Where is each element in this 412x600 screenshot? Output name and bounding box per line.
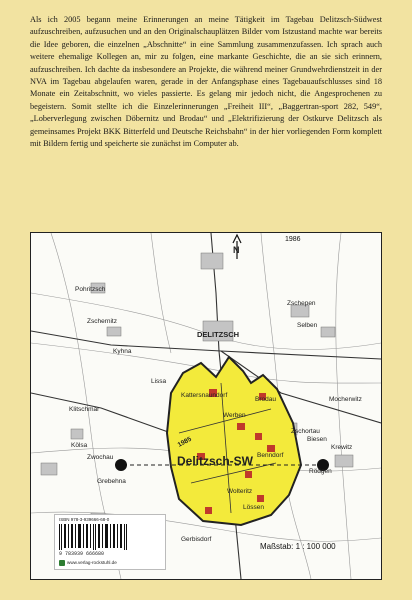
isbn-text: ISBN 978-3-939666-68-0 <box>59 517 110 522</box>
place-label: Kölsa <box>71 442 88 449</box>
place-label: Brodau <box>255 396 276 403</box>
publisher <box>59 560 117 566</box>
place-label: Zschernitz <box>87 318 117 325</box>
place-label: Grebehna <box>97 478 126 485</box>
marker-west <box>115 459 127 471</box>
barcode-icon <box>59 524 129 550</box>
place-label: Kattersnaundorf <box>181 392 228 399</box>
place-label: Kyhna <box>113 348 132 355</box>
place-label: Rödgen <box>309 468 332 475</box>
intro-paragraph: Als ich 2005 begann meine Erinnerungen an meine Tätigkeit im Tagebau Delitzsch-Südwest aufzuschreiben, aufzusuchen und an den Originalschauplätzen Bilder vom Istzustand machte war bereits die Idee geboren, die einzelnen „Abschnitte“ in eine Sammlung zusammenzufassen. Ich sprach auch weitere ehemalige Kollegen an, mir zu folgen, eine markante Geschichte, die an sie sich erinnern, aufzuschreiben. Ich dachte da insbesondere an Projekte, die während meiner Grundwehrdienstzeit in der NVA im Tagebau abgelaufen waren, gerade in der Anfangsphase eines Tagebauaufschlusses sind 18 Monate ein Zeitabschnitt, wo vieles passierte. Es gelang mir jedoch nicht, die Angesprochenen zu begeistern. Somit stellte ich die Einzelerinnerungen „Freiheit III“, „Baggertran-sport 282, 549“, „Loberverlegung zwischen Döbernitz und Brodau“ und „Elektrifizierung der Ostkurve Delitzsch als gemeinsames Projekt BKK Bitterfeld und Deutsche Reichsbahn“ in der hier vorliegenden Form komplett mit Bildern fertig und speicherte sie zunächst im Computer ab. <box>30 15 382 149</box>
north-marker: N <box>233 245 240 255</box>
place-label: Selben <box>297 322 318 329</box>
place-label: Zwochau <box>87 454 114 461</box>
place-label: Benndorf <box>257 452 284 459</box>
area-label: Delitzsch-SW <box>177 454 254 468</box>
place-label: Zschortau <box>291 428 320 435</box>
map-year: 1986 <box>285 236 301 243</box>
barcode-box <box>54 514 166 570</box>
place-label: Krewitz <box>331 444 353 451</box>
place-label: Pohritzsch <box>75 286 106 293</box>
place-label: Biesen <box>307 436 327 443</box>
publisher-logo-icon <box>59 560 65 566</box>
cover-text <box>30 14 382 150</box>
place-label: Zschepen <box>287 300 316 307</box>
place-label: Werben <box>223 412 246 419</box>
place-label: Lössen <box>243 504 264 511</box>
place-label: Wolteritz <box>227 488 253 495</box>
map-scale: Maßstab: 1 : 100 000 <box>260 542 336 551</box>
place-label: DELITZSCH <box>197 330 240 339</box>
place-label: Gerbisdorf <box>181 536 212 543</box>
mine-year-label: 1985 <box>176 435 193 449</box>
publisher-url: www.verlag-rockstuhl.de <box>67 560 117 566</box>
place-label: Lissa <box>151 378 167 385</box>
place-label: Mocherwitz <box>329 396 362 403</box>
place-label: Klitschmar <box>69 406 100 413</box>
barcode-number: 9 783939 666680 <box>59 551 105 557</box>
